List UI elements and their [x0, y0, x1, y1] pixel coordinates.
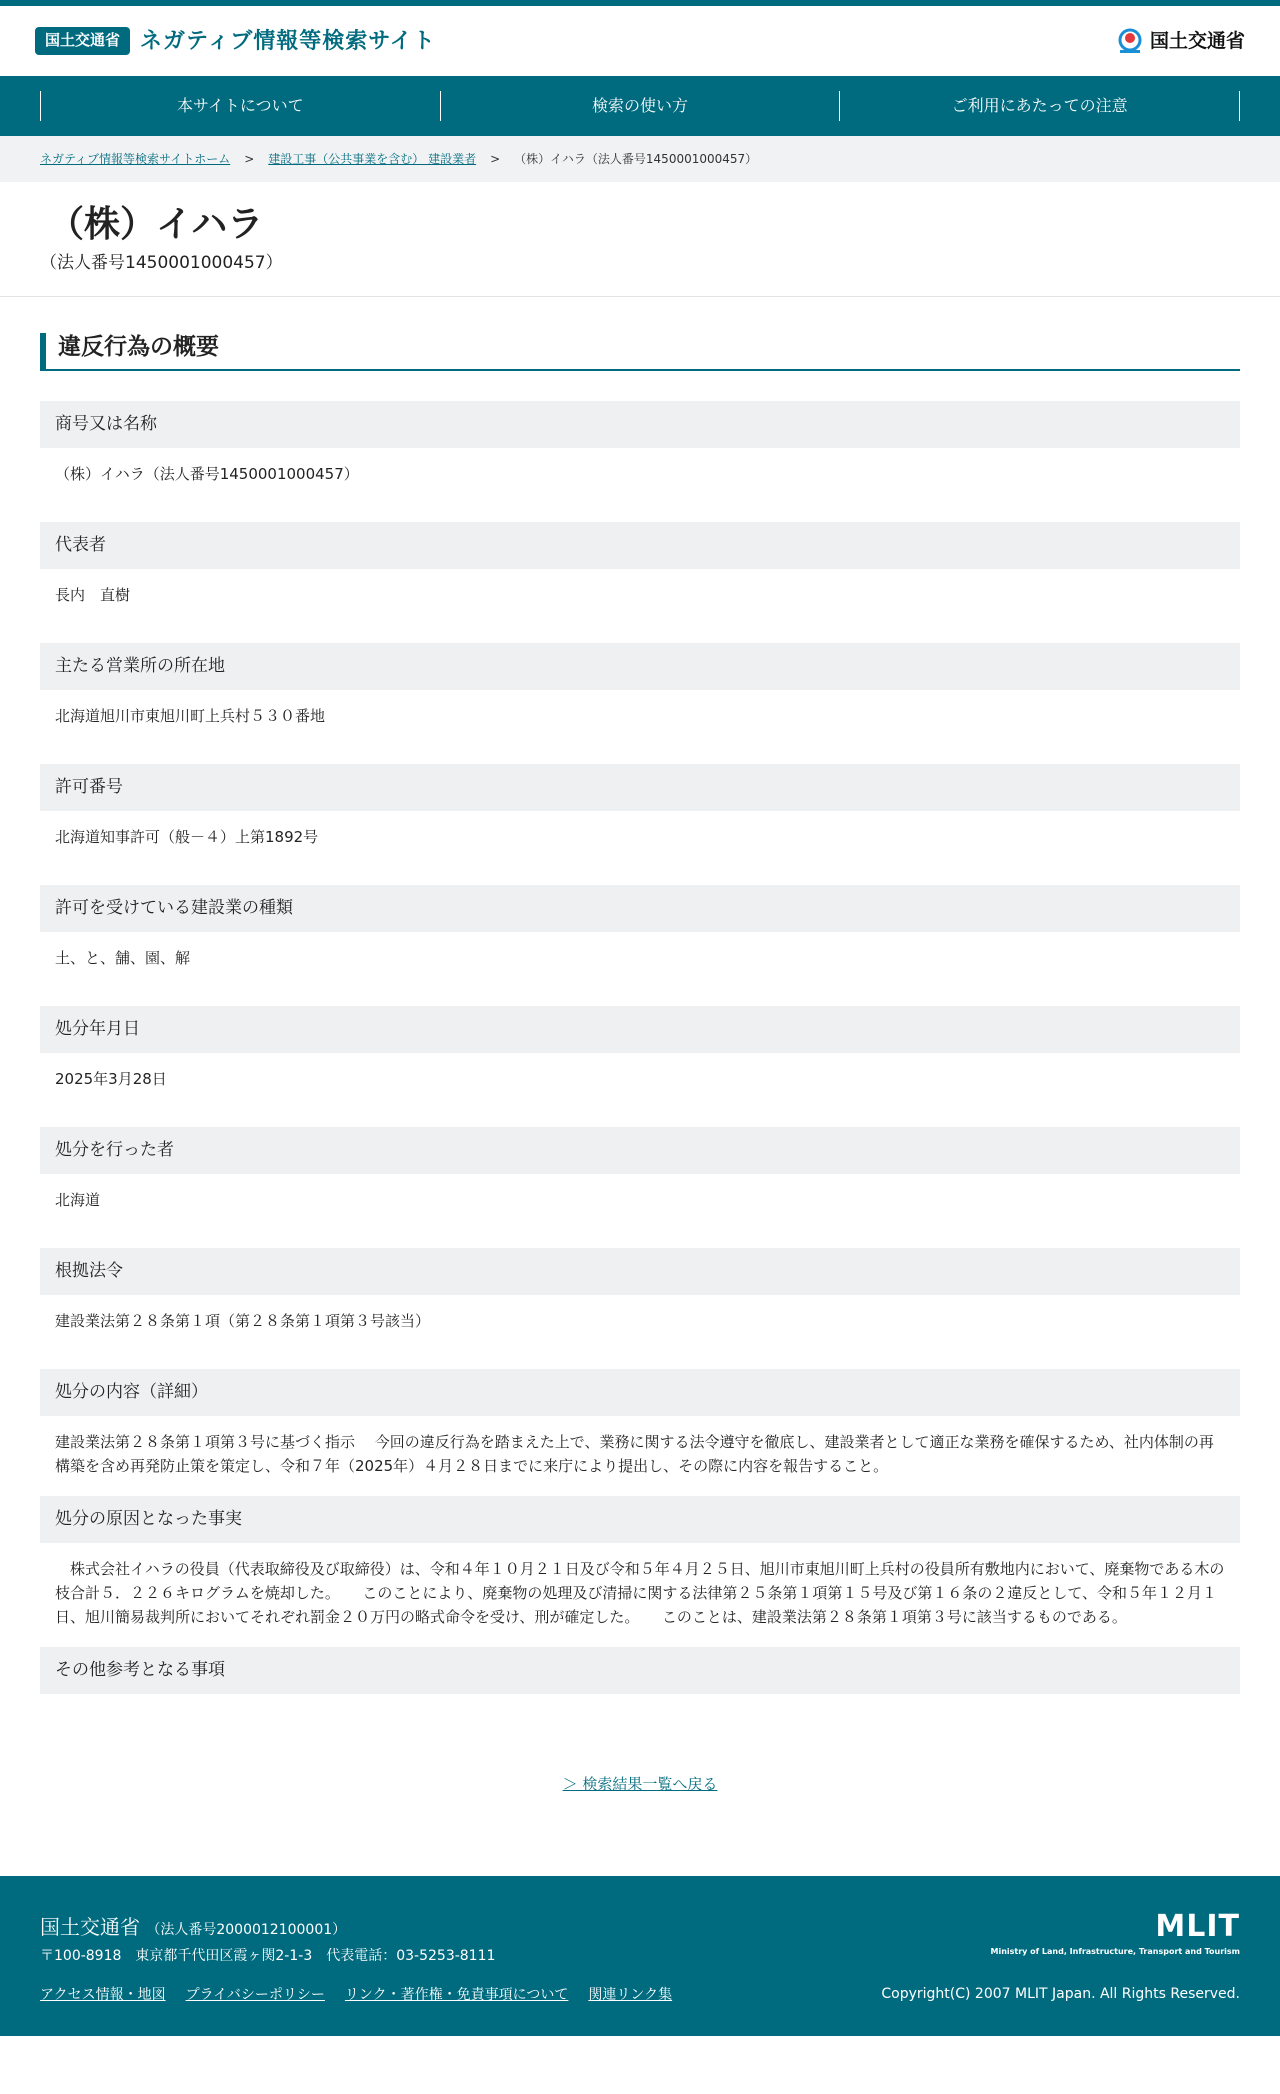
field-value: 北海道旭川市東旭川町上兵村５３０番地	[55, 707, 326, 726]
field-value: 建設業法第２８条第１項第３号に基づく指示 今回の違反行為を踏まえた上で、業務に関する法令遵守を徹底し、建設業者として適正な業務を確保するため、社内体制の再構築を含め再発防止策を策定し、令和７年（2025年）４月２８日までに来庁により提出し、その際に内容を報告すること。	[55, 1433, 1214, 1476]
breadcrumb-home-link[interactable]: ネガティブ情報等検索サイトホーム	[40, 152, 231, 166]
field-license-number	[40, 764, 1240, 885]
back-link-wrap	[40, 1772, 1240, 1796]
footer-corp-number: （法人番号2000012100001）	[146, 1922, 347, 1939]
breadcrumb-separator: >	[244, 152, 255, 166]
footer-mlit-logo: MLIT	[1155, 1909, 1240, 1945]
footer-link-related[interactable]: 関連リンク集	[588, 1987, 673, 2004]
field-label: 主たる営業所の所在地	[40, 643, 1240, 690]
field-value: 建設業法第２８条第１項（第２８条第１項第３号該当）	[55, 1312, 431, 1331]
field-cause-facts	[40, 1496, 1240, 1647]
nav-item-notes[interactable]: ご利用にあたっての注意	[839, 91, 1240, 121]
field-value: 長内 直樹	[55, 586, 131, 605]
main-nav	[0, 76, 1280, 136]
field-label: 許可番号	[40, 764, 1240, 811]
field-value: 北海道	[55, 1191, 101, 1210]
footer-org-name: 国土交通省	[40, 1915, 140, 1940]
mlit-logo-text: 国土交通省	[1149, 29, 1245, 52]
field-label: 処分の原因となった事実	[40, 1496, 1240, 1543]
field-value: （株）イハラ（法人番号1450001000457）	[55, 465, 359, 484]
ministry-badge: 国土交通省	[35, 27, 130, 55]
footer-mlit-subtitle: Ministry of Land, Infrastructure, Transport and Tourism	[990, 1947, 1240, 1957]
field-disposing-authority	[40, 1127, 1240, 1248]
field-label: 処分年月日	[40, 1006, 1240, 1053]
field-legal-basis	[40, 1248, 1240, 1369]
footer-link-access[interactable]: アクセス情報・地図	[40, 1987, 166, 2004]
field-disposition-details	[40, 1369, 1240, 1496]
field-label: 許可を受けている建設業の種類	[40, 885, 1240, 932]
nav-item-about[interactable]: 本サイトについて	[40, 91, 440, 121]
field-value: 2025年3月28日	[55, 1070, 167, 1089]
footer-address: 〒100-8918 東京都千代田区霞ヶ関2-1-3 代表電話：03-5253-8111	[40, 1948, 496, 1965]
site-footer	[0, 1876, 1280, 2036]
mlit-emblem-icon	[1116, 27, 1144, 55]
footer-brand	[881, 1909, 1240, 2036]
field-label: 商号又は名称	[40, 401, 1240, 448]
field-representative	[40, 522, 1240, 643]
field-other-references	[40, 1647, 1240, 1694]
main-content	[0, 297, 1280, 1796]
breadcrumb	[0, 136, 1280, 182]
footer-org	[40, 1912, 672, 1942]
field-label: その他参考となる事項	[40, 1647, 1240, 1694]
footer-link-copyright[interactable]: リンク・著作権・免責事項について	[344, 1987, 569, 2004]
footer-info	[40, 1912, 672, 2036]
field-label: 根拠法令	[40, 1248, 1240, 1295]
site-header	[0, 6, 1280, 76]
field-disposition-date	[40, 1006, 1240, 1127]
field-trade-name	[40, 401, 1240, 522]
footer-link-privacy[interactable]: プライバシーポリシー	[185, 1987, 325, 2004]
page-title: （株）イハラ	[48, 204, 264, 245]
mlit-logo[interactable]	[1116, 27, 1245, 56]
site-brand[interactable]	[35, 25, 436, 58]
nav-item-how-to-search[interactable]: 検索の使い方	[440, 91, 840, 121]
footer-links	[40, 1985, 672, 2006]
page-subtitle: （法人番号1450001000457）	[40, 252, 283, 273]
field-office-address	[40, 643, 1240, 764]
field-value: 土、と、舗、園、解	[55, 949, 191, 968]
footer-copyright: Copyright(C) 2007 MLIT Japan. All Rights Reserved.	[881, 1986, 1240, 2003]
field-label: 処分を行った者	[40, 1127, 1240, 1174]
field-label: 処分の内容（詳細）	[40, 1369, 1240, 1416]
field-label: 代表者	[40, 522, 1240, 569]
section-heading: 違反行為の概要	[40, 333, 1240, 371]
back-to-results-link[interactable]: ＞ 検索結果一覧へ戻る	[562, 1775, 718, 1794]
field-license-types	[40, 885, 1240, 1006]
breadcrumb-separator: >	[490, 152, 501, 166]
title-area	[0, 182, 1280, 297]
breadcrumb-current: （株）イハラ（法人番号1450001000457）	[514, 152, 758, 166]
breadcrumb-category-link[interactable]: 建設工事（公共事業を含む） 建設業者	[268, 152, 477, 166]
field-value: 株式会社イハラの役員（代表取締役及び取締役）は、令和４年１０月２１日及び令和５年４月２５日、旭川市東旭川町上兵村の役員所有敷地内において、廃棄物である木の枝合計５．２２６キログラムを焼却した。 このことにより、廃棄物の処理及び清掃に関する法律第２５条第１項第１５号及び第１６条の２違反として、令和５年１２月１日、旭川簡易裁判所においてそれぞれ罰金２０万円の略式命令を受け、刑が確定した。 このことは、建設業法第２８条第１項第３号に該当するものである。	[55, 1560, 1225, 1627]
field-value: 北海道知事許可（般－４）上第1892号	[55, 828, 319, 847]
site-title: ネガティブ情報等検索サイト	[140, 28, 436, 54]
